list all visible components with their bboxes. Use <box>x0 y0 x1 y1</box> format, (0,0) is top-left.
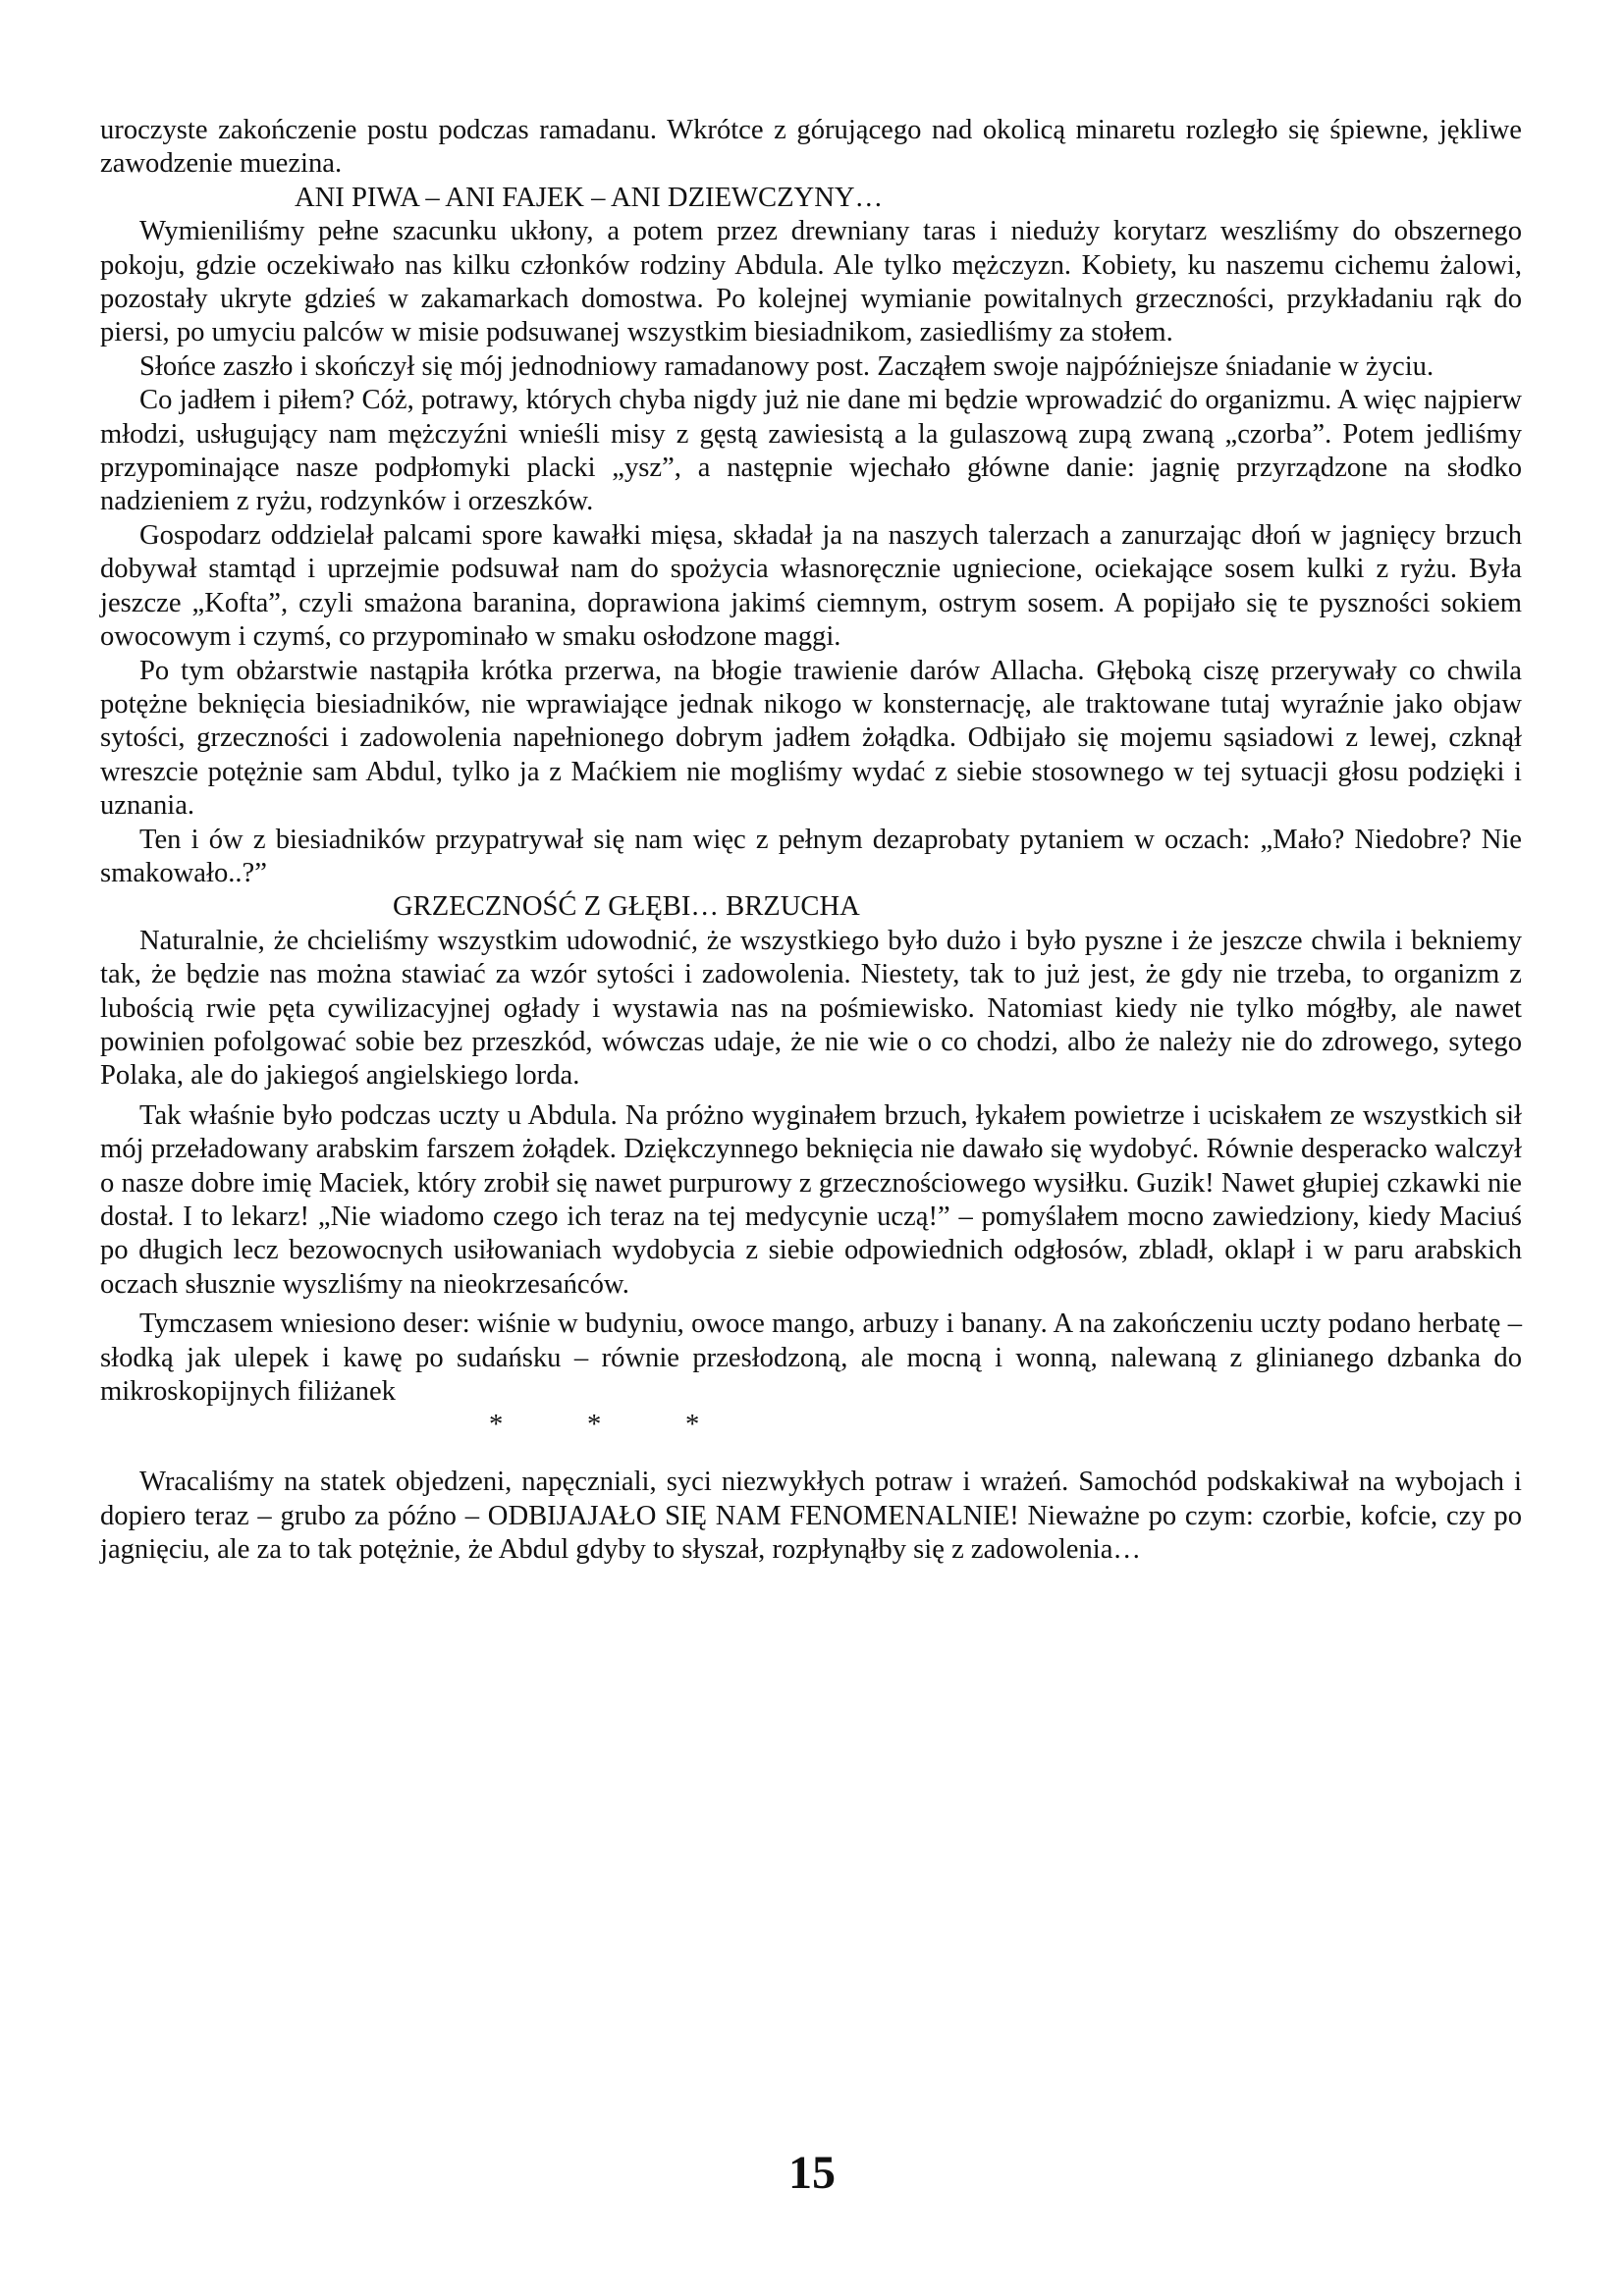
paragraph-continuation: uroczyste zakończenie postu podczas ramadanu. Wkrótce z górującego nad okolicą minaretu rozległo się śpiewne, jękliwe zawodzenie muezina. <box>100 115 1522 180</box>
paragraph: Wracaliśmy na statek objedzeni, napęczniali, syci niezwykłych potraw i wrażeń. Samochód podskakiwał na wybojach i dopiero teraz – grubo za późno – ODBIJAJAŁO SIĘ NAM FENOMENALNIE! Nieważne po czym: czorbie, kofcie, czy po jagnięciu, ale za to tak potężnie, że Abdul gdyby to słyszał, rozpłynąłby się z zadowolenia… <box>100 1467 1522 1566</box>
paragraph: Tymczasem wniesiono deser: wiśnie w budyniu, owoce mango, arbuzy i banany. A na zakończeniu uczty podano herbatę – słodką jak ulepek i kawę po sudańsku – równie przesłodzoną, ale mocną i wonną, nalewaną z glinianego dzbanka do mikroskopijnych filiżanek <box>100 1308 1522 1408</box>
document-page <box>100 114 1522 1568</box>
section-heading-grzecznosc: GRZECZNOŚĆ Z GŁĘBI… BRZUCHA <box>393 891 860 923</box>
section-heading-ani-piwa: ANI PIWA – ANI FAJEK – ANI DZIEWCZYNY… <box>295 182 884 213</box>
asterisk: * <box>685 1410 700 1441</box>
paragraph: Ten i ów z biesiadników przypatrywał się nam więc z pełnym dezaprobaty pytaniem w oczach: „Mało? Niedobre? Nie smakowało..?” <box>100 824 1522 888</box>
paragraph: Wymieniliśmy pełne szacunku ukłony, a potem przez drewniany taras i nieduży korytarz weszliśmy do obszernego pokoju, gdzie oczekiwało nas kilku członków rodziny Abdula. Ale tylko mężczyzn. Kobiety, ku naszemu cichemu żalowi, pozostały ukryte gdzieś w zakamarkach domostwa. Po kolejnej wymianie powitalnych grzeczności, przykładaniu rąk do piersi, po umyciu palców w misie podsuwanej wszystkim biesiadnikom, zasiedliśmy za stołem. <box>100 216 1522 348</box>
paragraph: Co jadłem i piłem? Cóż, potrawy, których chyba nigdy już nie dane mi będzie wprowadzić do organizmu. A więc najpierw młodzi, usługujący nam mężczyźni wnieśli misy z gęstą zawiesistą a la gulaszową zupą zwaną „czorba”. Potem jedliśmy przypominające nasze podpłomyki placki „ysz”, a następnie wjechało główne danie: jagnię przyrządzone na słodko nadzieniem z ryżu, rodzynków i orzeszków. <box>100 385 1522 517</box>
paragraph: Tak właśnie było podczas uczty u Abdula. Na próżno wyginałem brzuch, łykałem powietrze i uciskałem ze wszystkich sił mój przeładowany arabskim farszem żołądek. Dziękczynnego beknięcia nie dawało się wydobyć. Równie desperacko walczył o nasze dobre imię Maciek, który zrobił się nawet purpurowy z grzecznościowego wysiłku. Guzik! Nawet głupiej czkawki nie dostał. I to lekarz! „Nie wiadomo czego ich teraz na tej medycynie uczą!” – pomyślałem mocno zawiedziony, kiedy Maciuś po długich lecz bezowocnych usiłowaniach wydobycia z siebie odpowiednich odgłosów, zbladł, oklapł i w paru arabskich oczach słusznie wyszliśmy na nieokrzesańców. <box>100 1099 1522 1300</box>
document-body <box>100 114 1522 1568</box>
page-number: 15 <box>788 2147 836 2199</box>
asterisk: * <box>489 1410 504 1441</box>
spacer <box>100 1448 1522 1466</box>
section-break-asterisks <box>100 1409 1522 1448</box>
paragraph: Po tym obżarstwie nastąpiła krótka przerwa, na błogie trawienie darów Allacha. Głęboką ciszę przerywały co chwila potężne beknięcia biesiadników, nie wprawiające jednak nikogo w konsternację, ale traktowane tutaj wyraźnie jako objaw sytości, grzeczności i zadowolenia napełnionego dobrym jadłem żołądka. Odbijało się mojemu sąsiadowi z lewej, czknął wreszcie potężnie sam Abdul, tylko ja z Maćkiem nie mogliśmy wydać z siebie stosownego w tej sytuacji głosu podzięki i uznania. <box>100 655 1522 822</box>
paragraph: Słońce zaszło i skończył się mój jednodniowy ramadanowy post. Zacząłem swoje najpóźniejsze śniadanie w życiu. <box>139 350 1435 382</box>
asterisk: * <box>587 1410 602 1441</box>
paragraph: Gospodarz oddzielał palcami spore kawałki mięsa, składał ja na naszych talerzach a zanurzając dłoń w jagnięcy brzuch dobywał stamtąd i uprzejmie podsuwał nam do spożycia własnoręcznie ugniecione, ociekające sosem kulki z ryżu. Była jeszcze „Kofta”, czyli smażona baranina, doprawiona jakimś ciemnym, ostrym sosem. A popijało się te pyszności sokiem owocowym i czymś, co przypominało w smaku osłodzone maggi. <box>100 519 1522 653</box>
paragraph: Naturalnie, że chcieliśmy wszystkim udowodnić, że wszystkiego było dużo i było pyszne i że jeszcze chwila i bekniemy tak, że będzie nas można stawiać za wzór sytości i zadowolenia. Niestety, tak to już jest, że gdy nie trzeba, to organizm z lubością rwie pęta cywilizacyjnej ogłady i wystawia nas na pośmiewisko. Natomiast kiedy nie tylko mógłby, ale nawet powinien pofolgować sobie bez przeszkód, wówczas udaje, że nie wie o co chodzi, albo że należy nie do zdrowego, sytego Polaka, ale do jakiegoś angielskiego lorda. <box>100 925 1522 1092</box>
